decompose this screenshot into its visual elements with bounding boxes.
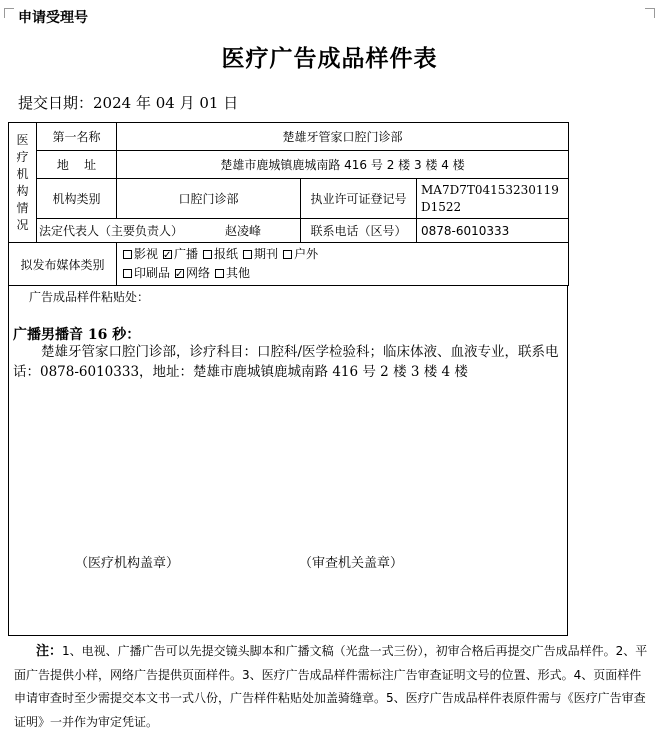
legal-rep-value: 赵凌峰 <box>225 224 262 238</box>
notes-prefix: 注： <box>36 644 63 659</box>
submit-date-value: 2024 年 04 月 01 日 <box>93 94 239 112</box>
media-option-label: 其他 <box>226 266 251 280</box>
paste-area-label: 广告成品样件粘贴处： <box>29 290 150 304</box>
legal-rep-row <box>37 219 301 243</box>
sample-paste-area <box>8 286 568 636</box>
checkbox-icon <box>243 250 252 259</box>
section-label-char: 情 <box>16 200 29 215</box>
name-label: 第一名称 <box>37 123 117 151</box>
address-label: 地 址 <box>37 151 117 179</box>
media-option-label: 网络 <box>186 266 211 280</box>
checkbox-icon <box>123 269 132 278</box>
checkbox-icon <box>283 250 292 259</box>
media-option <box>123 247 158 261</box>
phone-value: 0878-6010333 <box>417 219 569 243</box>
checkbox-icon <box>203 250 212 259</box>
media-option-label: 广播 <box>174 247 199 261</box>
address-value: 楚雄市鹿城镇鹿城南路 416 号 2 楼 3 楼 4 楼 <box>117 151 569 179</box>
checked-box-icon <box>163 250 172 259</box>
license-label: 执业许可证登记号 <box>301 179 417 219</box>
section-label-institution <box>9 123 37 243</box>
phone-label: 联系电话（区号） <box>301 219 417 243</box>
media-options <box>117 243 569 286</box>
section-label-char: 医 <box>16 132 29 147</box>
media-option <box>163 247 198 261</box>
media-option-label: 印刷品 <box>134 266 171 280</box>
license-value: MA7D7T04153230119D1522 <box>417 179 569 219</box>
media-option <box>215 266 250 280</box>
application-number-label: 申请受理号 <box>18 10 88 26</box>
ad-script-body: 楚雄牙管家口腔门诊部，诊疗科目：口腔科/医学检验科；临床体液、血液专业，联系电话：0878-6010333，地址：楚雄市鹿城镇鹿城南路 416 号 2 楼 3 楼 4 楼 <box>13 344 559 380</box>
media-option-label: 期刊 <box>254 247 279 261</box>
notes-text: 1、电视、广播广告可以先提交镜头脚本和广播文稿（光盘一式三份），初审合格后再提交广告成品样件。2、平面广告提供小样，网络广告提供页面样件。3、医疗广告成品样件需标注广告审查证明文号的位置、形式。4、页面样件申请审查时至少需提交本文书一式八份，广告样件粘贴处加盖骑缝章。5、医疗广告成品样件表原件需与《医疗广告审查证明》一并作为审定凭证。 <box>14 644 648 729</box>
media-option-label: 影视 <box>134 247 159 261</box>
section-label-char: 况 <box>16 217 29 232</box>
checkbox-icon <box>215 269 224 278</box>
section-label-char: 机 <box>16 166 29 181</box>
name-value: 楚雄牙管家口腔门诊部 <box>117 123 569 151</box>
media-options-line <box>123 245 564 264</box>
type-value: 口腔门诊部 <box>117 179 301 219</box>
document-title: 医疗广告成品样件表 <box>221 45 438 72</box>
section-label-char: 疗 <box>16 149 29 164</box>
submit-date-label: 提交日期： <box>18 94 94 112</box>
submit-date <box>18 92 238 113</box>
media-label: 拟发布媒体类别 <box>9 243 117 286</box>
media-option <box>175 266 210 280</box>
institution-info-table <box>8 122 569 286</box>
media-option-label: 报纸 <box>214 247 239 261</box>
media-option <box>123 266 170 280</box>
ad-script-heading: 广播男播音 16 秒： <box>13 327 141 343</box>
review-seal-placeholder: （审查机关盖章） <box>299 556 404 571</box>
media-option-label: 户外 <box>294 247 319 261</box>
checkbox-icon <box>123 250 132 259</box>
section-label-char: 构 <box>16 183 29 198</box>
notes <box>14 640 650 734</box>
legal-rep-label: 法定代表人（主要负责人） <box>39 224 184 238</box>
institution-seal-placeholder: （医疗机构盖章） <box>75 556 180 571</box>
media-option <box>203 247 238 261</box>
media-option <box>283 247 318 261</box>
checked-box-icon <box>175 269 184 278</box>
media-options-line <box>123 264 564 283</box>
media-option <box>243 247 278 261</box>
type-label: 机构类别 <box>37 179 117 219</box>
